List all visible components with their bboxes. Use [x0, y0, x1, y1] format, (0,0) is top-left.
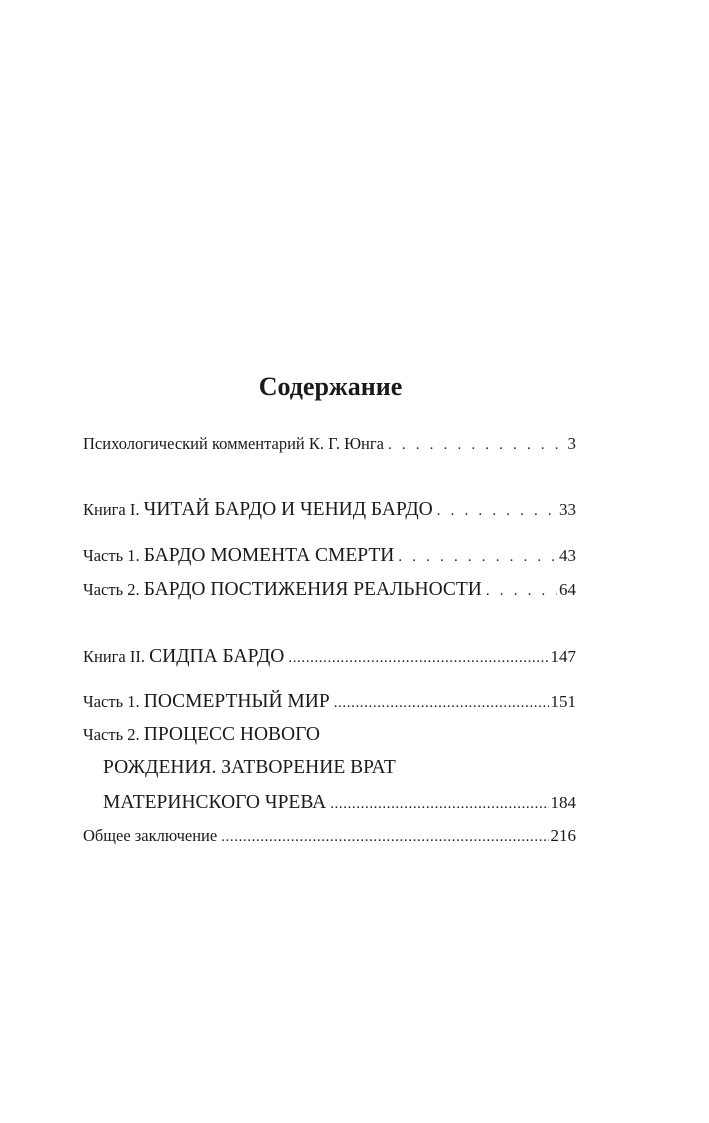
toc-entry[interactable]	[83, 823, 576, 849]
toc-entry-page: 147	[550, 647, 576, 666]
toc-entry-label: Часть 2. БАРДО ПОСТИЖЕНИЯ РЕАЛЬНОСТИ	[83, 579, 482, 600]
toc-entry[interactable]	[83, 431, 576, 457]
dot-leader	[334, 691, 549, 715]
toc-entry-label: Общее заключение	[83, 826, 218, 845]
toc-entry[interactable]	[83, 543, 576, 569]
toc-entry-continuation: РОЖДЕНИЯ. ЗАТВОРЕНИЕ ВРАТ	[103, 757, 396, 778]
page-title: Содержание	[258, 372, 403, 401]
toc-entry-page: 64	[559, 580, 576, 599]
toc-entry[interactable]	[83, 577, 576, 603]
toc-entry-label: Часть 2.	[83, 725, 144, 744]
toc-entry-page: 151	[550, 692, 576, 711]
dot-leader	[486, 579, 557, 603]
toc-entry-page: 184	[550, 793, 576, 812]
toc-entry-label: Часть 1. ПОСМЕРТНЫЙ МИР	[83, 691, 330, 712]
toc-entry-label: Психологический комментарий К. Г. Юнга	[83, 434, 384, 453]
dot-leader	[388, 433, 566, 457]
toc-entry-page: 3	[567, 434, 576, 453]
toc-entry-label: Книга I. ЧИТАЙ БАРДО И ЧЕНИД БАРДО	[83, 499, 433, 520]
dot-leader	[330, 792, 548, 816]
toc-entry-continuation[interactable]	[103, 790, 576, 816]
toc-entry-label: МАТЕРИНСКОГО ЧРЕВА	[103, 792, 327, 813]
toc-entry-label: Часть 1. БАРДО МОМЕНТА СМЕРТИ	[83, 545, 395, 566]
toc-entry[interactable]	[83, 644, 576, 670]
toc-entry-label: Книга II. СИДПА БАРДО	[83, 646, 285, 667]
toc-entry-page: 33	[559, 500, 576, 519]
toc-entry[interactable]	[83, 689, 576, 715]
toc-entry-page: 216	[550, 826, 576, 845]
toc-entry-title: ПРОЦЕСС НОВОГО	[143, 724, 320, 745]
dot-leader	[288, 646, 548, 670]
toc-entry-page: 43	[559, 546, 576, 565]
toc-entry[interactable]	[83, 497, 576, 523]
dot-leader	[221, 825, 548, 849]
dot-leader	[398, 545, 557, 569]
dot-leader	[437, 499, 557, 523]
toc-entry[interactable]	[83, 722, 320, 747]
